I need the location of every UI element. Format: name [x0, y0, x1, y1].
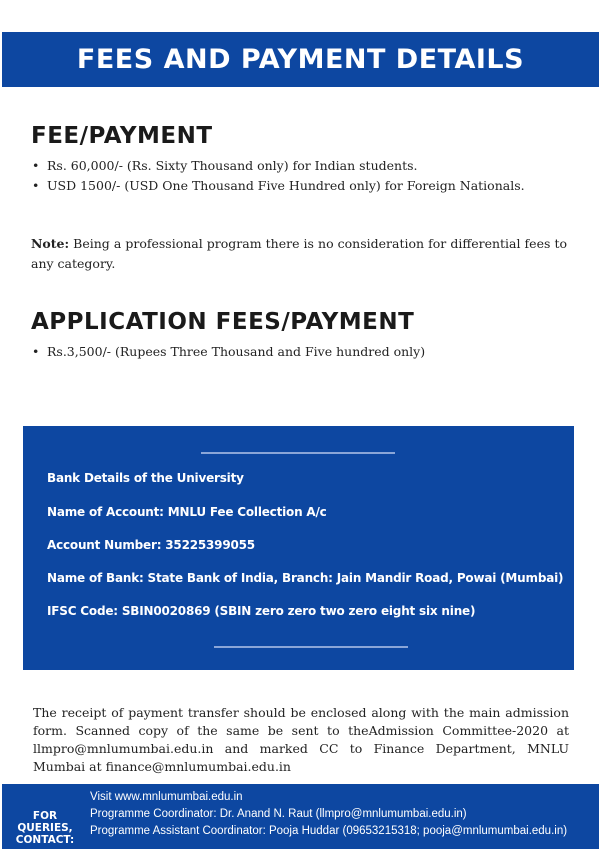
account-number: Account Number: 35225399055: [47, 538, 255, 552]
queries-label-line2: CONTACT:: [15, 834, 75, 846]
contact-footer: [2, 784, 599, 849]
receipt-instructions: The receipt of payment transfer should be enclosed along with the main admission form. Scanned copy of the same be sent to theAdmission Committee-2020 at llmpro@mnlumumbai.edu.in and marked CC to Finance Department, MNLU Mumbai at finance@mnlumumbai.edu.in: [33, 705, 569, 774]
bank-details-box: [23, 426, 574, 670]
page-title-banner: [2, 32, 599, 87]
list-item: • Rs. 60,000/- (Rs. Sixty Thousand only) for Indian students.: [32, 156, 525, 176]
application-fees-heading: APPLICATION FEES/PAYMENT: [31, 309, 415, 335]
coordinator-line[interactable]: Programme Coordinator: Dr. Anand N. Raut (llmpro@mnlumumbai.edu.in): [90, 808, 467, 820]
assistant-coordinator-line[interactable]: Programme Assistant Coordinator: Pooja Huddar (09653215318; pooja@mnlumumbai.edu.in): [90, 825, 568, 837]
ifsc-code: IFSC Code: SBIN0020869 (SBIN zero zero two zero eight six nine): [47, 604, 476, 618]
list-item: • Rs.3,500/- (Rupees Three Thousand and Five hundred only): [32, 342, 425, 362]
queries-label-line1: FOR QUERIES,: [17, 810, 73, 834]
queries-label: [6, 810, 84, 846]
account-name: Name of Account: MNLU Fee Collection A/c: [47, 505, 327, 519]
list-item: • USD 1500/- (USD One Thousand Five Hundred only) for Foreign Nationals.: [32, 176, 525, 196]
bank-details-title: Bank Details of the University: [47, 471, 244, 485]
fee-note: [31, 234, 567, 274]
fee-payment-heading: FEE/PAYMENT: [31, 123, 213, 149]
note-text: Being a professional program there is no consideration for differential fees to any category.: [31, 236, 567, 271]
page-title: FEES AND PAYMENT DETAILS: [76, 44, 525, 75]
application-fee-list: [32, 342, 425, 362]
website-line[interactable]: Visit www.mnlumumbai.edu.in: [90, 791, 243, 803]
note-label: Note:: [31, 236, 70, 251]
divider: [201, 452, 395, 454]
bank-name: Name of Bank: State Bank of India, Branch: Jain Mandir Road, Powai (Mumbai): [47, 571, 564, 585]
fee-list: [32, 156, 525, 196]
divider: [214, 646, 408, 648]
